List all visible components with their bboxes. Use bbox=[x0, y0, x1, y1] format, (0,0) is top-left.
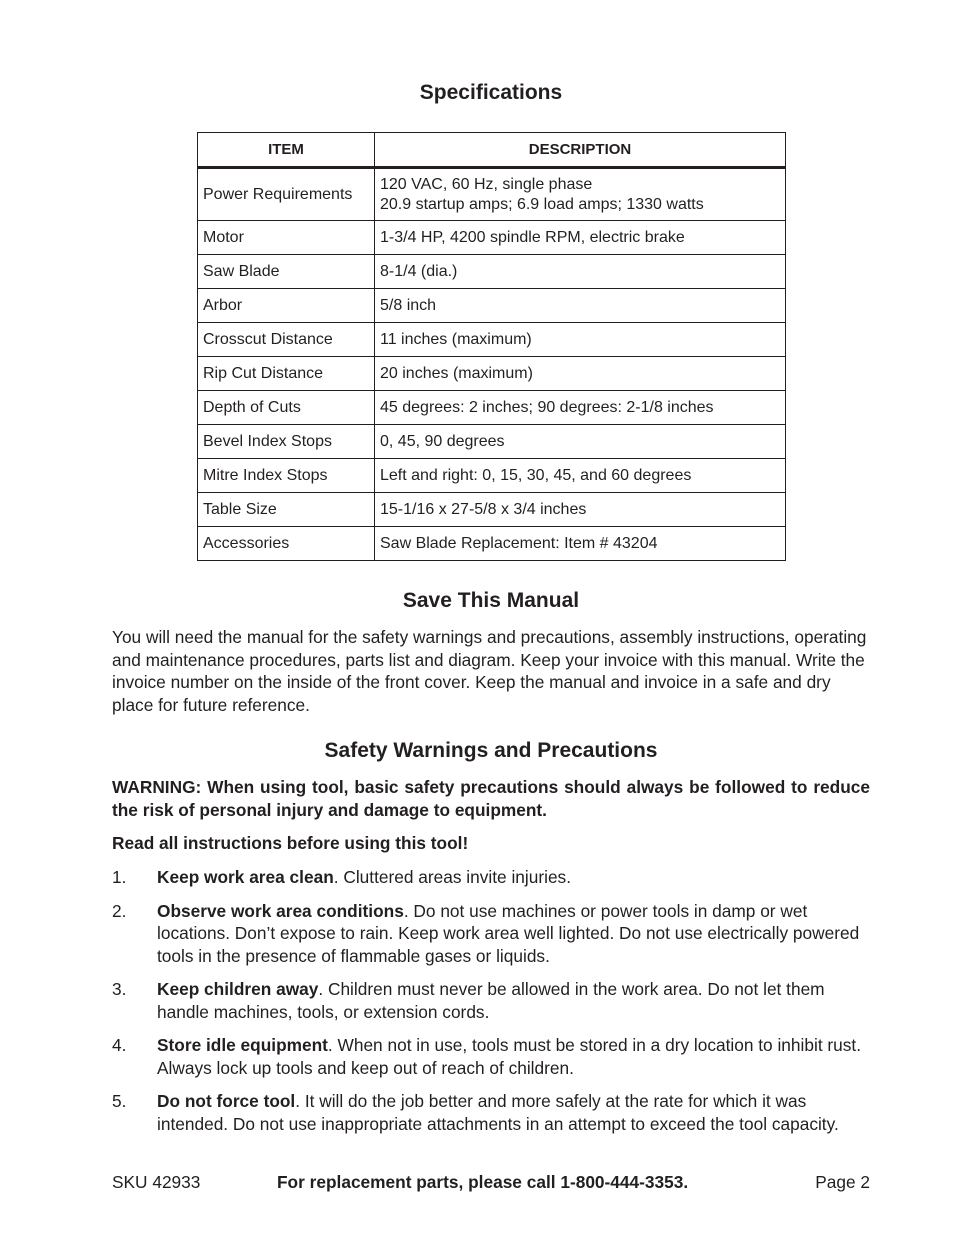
description-cell: 45 degrees: 2 inches; 90 degrees: 2-1/8 inches bbox=[375, 391, 786, 425]
table-row bbox=[198, 168, 786, 221]
safety-title: Safety Warnings and Precautions bbox=[324, 739, 658, 762]
description-column-header: DESCRIPTION bbox=[375, 133, 786, 168]
rule-text: . When not in use, tools must be stored in a dry location to inhibit rust. Always lock up tools and keep out of reach of children. bbox=[157, 1035, 862, 1078]
description-cell: 15-1/16 x 27-5/8 x 3/4 inches bbox=[375, 493, 786, 527]
item-cell: Power Requirements bbox=[198, 168, 375, 221]
safety-rules-list bbox=[112, 866, 870, 1146]
rule-text: . Cluttered areas invite injuries. bbox=[333, 867, 571, 887]
description-cell: 1-3/4 HP, 4200 spindle RPM, electric brake bbox=[375, 221, 786, 255]
description-cell: Left and right: 0, 15, 30, 45, and 60 degrees bbox=[375, 459, 786, 493]
table-row bbox=[198, 391, 786, 425]
rule-lead: Store idle equipment bbox=[157, 1035, 328, 1055]
save-manual-paragraph: You will need the manual for the safety warnings and precautions, assembly instructions, operating and maintenance procedures, parts list and diagram. Keep your invoice with this manual. Write the invoice number on the inside of the front cover. Keep the manual and invoice in a safe and dry place for future reference. bbox=[112, 627, 867, 715]
description-cell: 5/8 inch bbox=[375, 289, 786, 323]
rule-number: 4. bbox=[112, 1035, 127, 1055]
rule-lead: Keep work area clean bbox=[157, 867, 334, 887]
read-all-instructions: Read all instructions before using this tool! bbox=[112, 833, 469, 853]
item-cell: Mitre Index Stops bbox=[198, 459, 375, 493]
description-cell: 8-1/4 (dia.) bbox=[375, 255, 786, 289]
item-cell: Motor bbox=[198, 221, 375, 255]
warning-paragraph: WARNING: When using tool, basic safety precautions should always be followed to reduce the risk of personal injury and damage to equipment. bbox=[112, 777, 870, 820]
footer-sku: SKU 42933 bbox=[112, 1172, 201, 1192]
footer-page-number: Page 2 bbox=[815, 1172, 870, 1192]
save-manual-title: Save This Manual bbox=[402, 589, 580, 612]
footer-replacement-parts: For replacement parts, please call 1-800-444-3353. bbox=[277, 1172, 689, 1192]
item-cell: Depth of Cuts bbox=[198, 391, 375, 425]
rule-lead: Observe work area conditions bbox=[157, 900, 404, 921]
description-cell bbox=[375, 168, 786, 221]
rule-number: 5. bbox=[112, 1091, 127, 1111]
rule-text: . Children must never be allowed in the work area. Do not let them handle machines, tools, or extension cords. bbox=[157, 979, 825, 1022]
table-header-row bbox=[198, 133, 786, 168]
item-cell: Accessories bbox=[198, 527, 375, 561]
table-row bbox=[198, 289, 786, 323]
table-row bbox=[198, 527, 786, 561]
list-item bbox=[112, 1034, 870, 1079]
rule-lead: Keep children away bbox=[157, 979, 319, 999]
item-cell: Crosscut Distance bbox=[198, 323, 375, 357]
list-item bbox=[112, 866, 870, 889]
description-cell: 11 inches (maximum) bbox=[375, 323, 786, 357]
table-row bbox=[198, 425, 786, 459]
rule-text: . It will do the job better and more safely at the rate for which it was intended. Do not use inappropriate attachments in an attempt to exceed the tool capacity. bbox=[157, 1091, 839, 1134]
description-line: 120 VAC, 60 Hz, single phase bbox=[380, 175, 593, 193]
specifications-table bbox=[197, 132, 786, 561]
item-cell: Rip Cut Distance bbox=[198, 357, 375, 391]
item-cell: Arbor bbox=[198, 289, 375, 323]
list-item bbox=[112, 978, 870, 1023]
table-row bbox=[198, 255, 786, 289]
description-line: 20.9 startup amps; 6.9 load amps; 1330 watts bbox=[380, 195, 704, 213]
rule-number: 2. bbox=[112, 900, 127, 921]
item-cell: Saw Blade bbox=[198, 255, 375, 289]
table-row bbox=[198, 323, 786, 357]
table-row bbox=[198, 221, 786, 255]
item-cell: Bevel Index Stops bbox=[198, 425, 375, 459]
rule-number: 1. bbox=[112, 867, 127, 887]
item-column-header: ITEM bbox=[198, 133, 375, 168]
list-item bbox=[112, 900, 870, 968]
table-row bbox=[198, 459, 786, 493]
description-cell: 0, 45, 90 degrees bbox=[375, 425, 786, 459]
rule-lead: Do not force tool bbox=[157, 1091, 296, 1111]
table-row bbox=[198, 357, 786, 391]
rule-number: 3. bbox=[112, 979, 127, 999]
specifications-title: Specifications bbox=[419, 81, 563, 104]
list-item bbox=[112, 1090, 870, 1135]
table-row bbox=[198, 493, 786, 527]
description-cell: 20 inches (maximum) bbox=[375, 357, 786, 391]
item-cell: Table Size bbox=[198, 493, 375, 527]
rule-text: . Do not use machines or power tools in damp or wet locations. Don’t expose to rain. Keep work area well lighted. Do not use electrically powered tools in the presence of flammable gases or liquids. bbox=[157, 900, 860, 966]
description-cell: Saw Blade Replacement: Item # 43204 bbox=[375, 527, 786, 561]
